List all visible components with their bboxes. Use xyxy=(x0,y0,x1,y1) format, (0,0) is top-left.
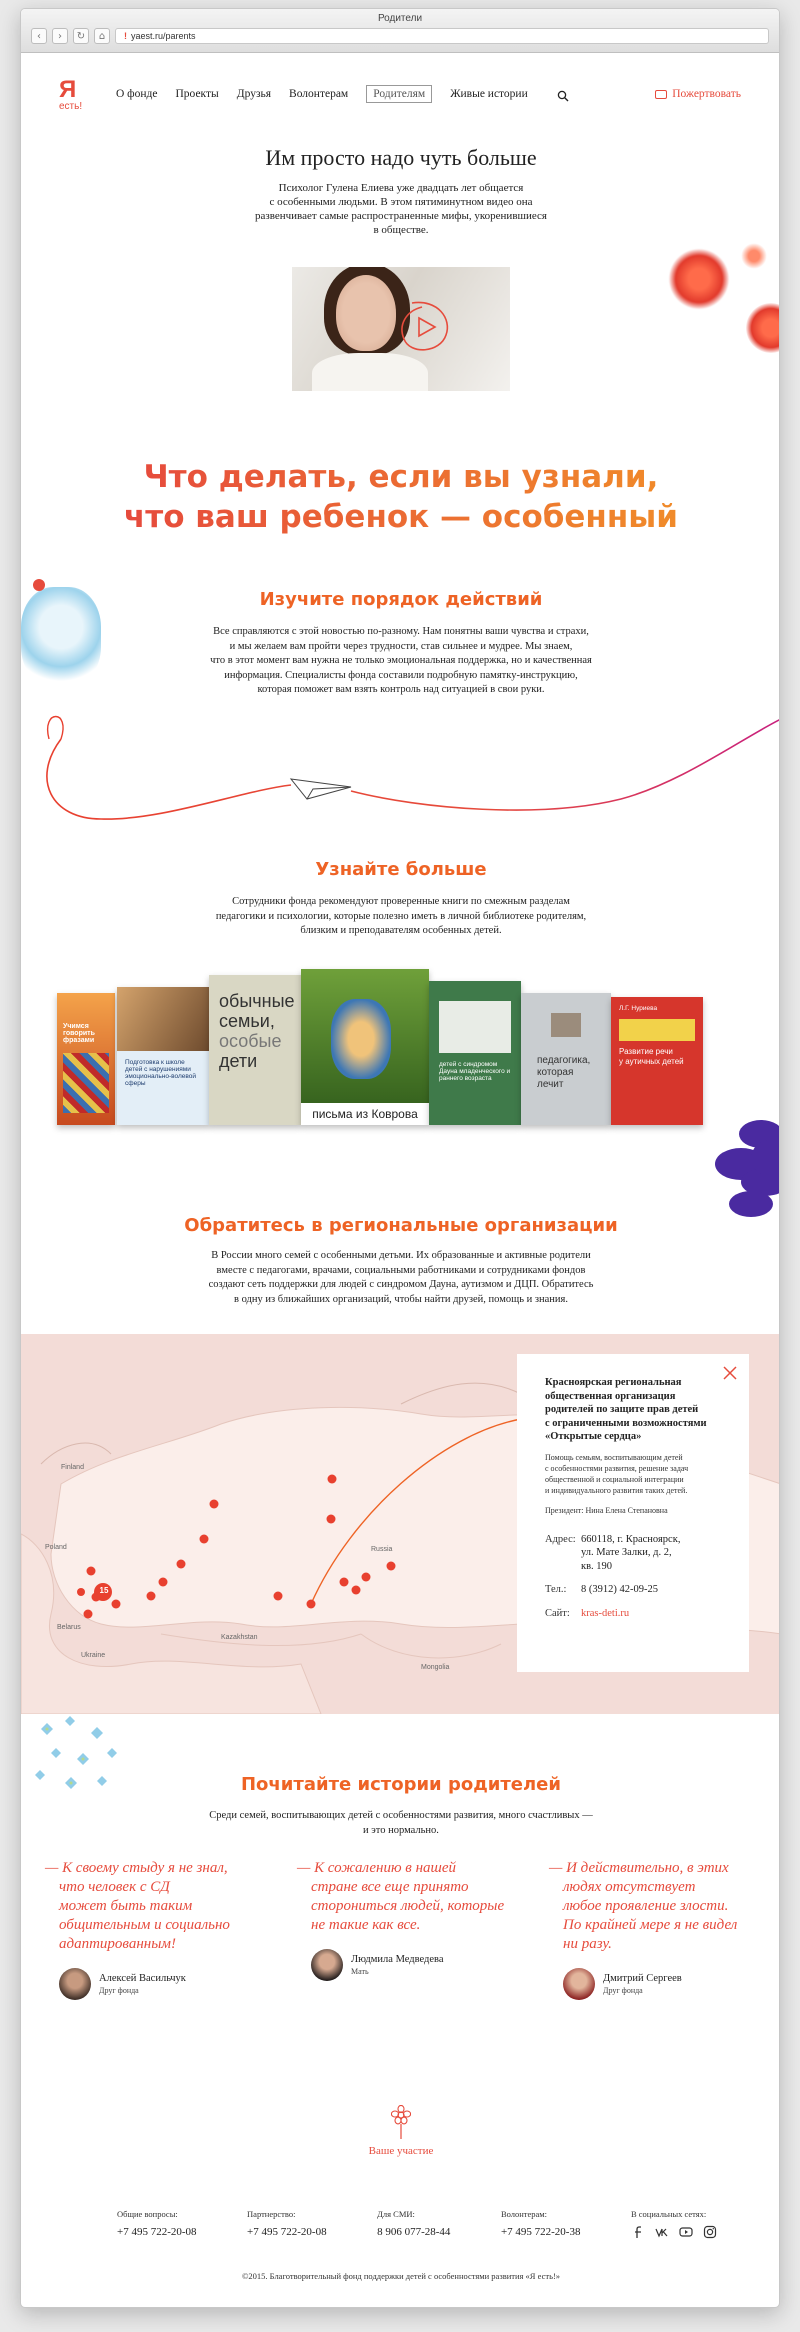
story-quote-line: ни разу. xyxy=(563,1936,612,1952)
logo-letter: Я xyxy=(59,76,77,103)
social-links xyxy=(631,2225,717,2239)
map-marker xyxy=(387,1562,396,1571)
steps-text-line: и мы желаем вам пройти через трудности, став сильнее и мудрее. Мы знаем, xyxy=(229,640,573,652)
decor-flower-red xyxy=(746,303,780,353)
book-cover[interactable] xyxy=(611,997,703,1125)
story-author-info xyxy=(351,1954,444,1976)
story-quote xyxy=(549,1859,757,1954)
book-cover[interactable] xyxy=(57,993,115,1125)
site-secure-icon: ! xyxy=(124,31,127,41)
book-title-line: особые xyxy=(219,1031,282,1051)
orgs-text-line: вместе с педагогами, врачами, социальными работниками и сотрудниками фондов xyxy=(216,1264,586,1276)
copyright: ©2015. Благотворительный фонд поддержки детей с особенностями развития «Я есть!» xyxy=(241,2271,561,2281)
paper-plane-icon xyxy=(291,779,351,799)
map-marker xyxy=(307,1600,316,1609)
intro-text-line: Психолог Гулена Елиева уже двадцать лет общается xyxy=(278,182,524,194)
browser-nav xyxy=(31,28,110,44)
story-quote-line: — К своему стыду я не знал, xyxy=(45,1860,228,1876)
story-quote-line: общительным и социально xyxy=(59,1917,230,1933)
map-marker xyxy=(340,1578,349,1587)
book-title-line: лечит xyxy=(537,1079,564,1090)
back-button[interactable]: ‹ xyxy=(31,28,47,44)
org-phone-label: Тел.: xyxy=(545,1584,567,1595)
story-quote-line: — И действительно, в этих xyxy=(549,1860,729,1876)
story-quote xyxy=(297,1859,505,1935)
menu-item-about[interactable]: О фонде xyxy=(116,88,158,100)
org-site-label: Сайт: xyxy=(545,1607,570,1619)
org-site-row xyxy=(545,1607,735,1621)
main-title xyxy=(21,457,780,537)
org-address-line: 660118, г. Красноярск, xyxy=(581,1533,681,1545)
book-title xyxy=(219,991,299,1071)
book-title: детей с синдромом Дауна младенческого и раннего возраста xyxy=(439,1061,511,1082)
book-photo xyxy=(117,987,209,1051)
story-author-name: Людмила Медведева xyxy=(351,1954,444,1965)
map-marker xyxy=(362,1573,371,1582)
org-description xyxy=(545,1452,735,1496)
video-person-face xyxy=(336,275,396,351)
map-marker xyxy=(210,1500,219,1509)
footer-social-label: В социальных сетях: xyxy=(630,2209,707,2219)
org-phone: 8 (3912) 42-09-25 xyxy=(581,1584,658,1595)
story-card[interactable] xyxy=(549,1859,757,2000)
map-marker xyxy=(147,1592,156,1601)
steps-text xyxy=(171,625,631,698)
org-address-line: кв. 190 xyxy=(581,1560,613,1572)
menu-item-projects[interactable]: Проекты xyxy=(175,88,219,100)
footer-contact-general xyxy=(117,2209,197,2239)
book-illustration xyxy=(619,1019,695,1041)
book-title-line: которая xyxy=(537,1067,574,1078)
play-icon[interactable] xyxy=(392,295,456,359)
book-cover[interactable] xyxy=(429,981,521,1125)
intro-text-line: в обществе. xyxy=(373,224,429,236)
learn-text-line: Сотрудники фонда рекомендуют проверенные книги по смежным разделам xyxy=(232,896,570,907)
footer-contact-label: Волонтерам: xyxy=(500,2209,548,2219)
story-quote-line: не такие как все. xyxy=(311,1917,421,1933)
site-header xyxy=(21,53,780,139)
organization-info-card xyxy=(517,1354,749,1672)
book-cover[interactable] xyxy=(301,969,429,1125)
orgs-title: Обратитесь в региональные организации xyxy=(184,1215,618,1236)
stories-list xyxy=(45,1859,757,2000)
story-card[interactable] xyxy=(45,1859,253,2000)
story-author-info xyxy=(603,1973,682,1995)
story-quote-line: стране все еще принято xyxy=(311,1879,469,1895)
book-title-line: дети xyxy=(219,1051,258,1071)
stories-subtitle xyxy=(171,1809,631,1838)
footer-contact-phone[interactable]: +7 495 722-20-38 xyxy=(500,2226,581,2238)
story-quote-line: что человек с СД xyxy=(59,1879,170,1895)
map-marker xyxy=(352,1586,361,1595)
stories-subtitle-line: Среди семей, воспитывающих детей с особенностями развития, много счастливых — xyxy=(209,1810,593,1821)
orgs-text xyxy=(151,1249,651,1307)
learn-text-line: педагогики и психологии, которые полезно иметь в личной библиотеке родителям, xyxy=(215,910,587,922)
address-bar-text: yaest.ru/parents xyxy=(131,31,196,41)
story-quote xyxy=(45,1859,253,1954)
intro-text xyxy=(201,181,601,237)
org-site-link[interactable]: kras-deti.ru xyxy=(581,1607,630,1619)
main-title-line: Что делать, если вы узнали, xyxy=(143,459,659,495)
book-title: Учимся говорить фразами xyxy=(63,1023,95,1044)
org-description-line: Помощь семьям, воспитывающим детей xyxy=(545,1452,683,1462)
intro-video[interactable] xyxy=(292,267,510,391)
org-address xyxy=(581,1533,680,1574)
org-phone-row xyxy=(545,1583,735,1597)
window-title: Родители xyxy=(377,13,423,24)
map-marker xyxy=(328,1475,337,1484)
facebook-icon[interactable] xyxy=(631,2225,645,2239)
footer-contact-label: Общие вопросы: xyxy=(117,2209,178,2219)
learn-title: Узнайте больше xyxy=(315,859,487,880)
intro-text-line: развенчивает самые распространенные мифы, укоренившиеся xyxy=(255,210,547,222)
menu-item-friends[interactable]: Друзья xyxy=(236,88,272,100)
book-photo xyxy=(439,1001,511,1053)
paper-plane-path-decor xyxy=(21,699,780,839)
main-title-line: что ваш ребенок — особенный xyxy=(123,499,679,535)
book-cover[interactable] xyxy=(117,987,209,1125)
story-quote-line: адаптированным! xyxy=(59,1936,176,1952)
vk-icon[interactable] xyxy=(655,2225,669,2239)
instagram-icon[interactable] xyxy=(703,2225,717,2239)
book-title-line: обычные xyxy=(219,991,295,1011)
footer-social xyxy=(631,2209,717,2239)
steps-text-line: которая поможет вам взять контроль над ситуацией в свои руки. xyxy=(257,684,545,695)
footer-contact-partners xyxy=(247,2209,327,2239)
book-title-line: у аутичных детей xyxy=(619,1057,684,1066)
book-title-line: Развитие речи xyxy=(619,1047,673,1056)
book-cover[interactable] xyxy=(521,993,611,1125)
story-author-name: Дмитрий Сергеев xyxy=(603,1973,682,1984)
story-quote-line: По крайней мере я не видел xyxy=(563,1917,738,1933)
story-card[interactable] xyxy=(297,1859,505,2000)
story-quote-line: может быть таким xyxy=(59,1898,193,1914)
home-button[interactable]: ⌂ xyxy=(94,28,110,44)
book-title xyxy=(537,1055,607,1091)
book-photo xyxy=(551,1013,581,1037)
search-icon[interactable] xyxy=(557,90,569,102)
org-name xyxy=(545,1376,735,1444)
footer-contact-label: Для СМИ: xyxy=(377,2209,415,2219)
org-president: Президент: Нина Елена Степановна xyxy=(545,1505,668,1515)
book-title: Подготовка к школе детей с нарушениями эмоционально-волевой сферы xyxy=(125,1059,197,1087)
org-description-line: и индивидуального развития таких детей. xyxy=(545,1485,688,1495)
org-description-line: с особенностями развития, решение задач xyxy=(545,1463,689,1473)
map-label: Ukraine xyxy=(81,1652,106,1659)
org-name-line: с ограниченными возможностями xyxy=(545,1417,707,1429)
story-author xyxy=(549,1968,757,2000)
avatar xyxy=(59,1968,91,2000)
learn-text xyxy=(171,895,631,939)
intro-text-line: с особенными людьми. В этом пятиминутном видео она xyxy=(269,196,533,208)
book-title-line: семьи, xyxy=(219,1011,275,1031)
org-description-line: общественной и социальной интеграции xyxy=(545,1474,684,1484)
footer-contact-phone[interactable]: +7 495 722-20-08 xyxy=(247,2226,327,2238)
map-marker xyxy=(274,1592,283,1601)
youtube-icon[interactable] xyxy=(679,2225,693,2239)
menu-item-stories[interactable]: Живые истории xyxy=(450,88,528,100)
story-quote-line: людях отсутствует xyxy=(563,1879,696,1895)
map-label: Kazakhstan xyxy=(221,1634,258,1641)
org-name-line: «Открытые сердца» xyxy=(545,1431,642,1442)
story-author-info xyxy=(99,1973,186,1995)
flower-icon[interactable] xyxy=(391,2105,411,2139)
reload-button[interactable]: ↻ xyxy=(73,28,89,44)
menu-item-volunteers[interactable]: Волонтерам xyxy=(289,88,349,100)
map-label: Belarus xyxy=(57,1624,81,1631)
book-title-line: педагогика, xyxy=(537,1055,591,1066)
book-title xyxy=(619,1047,697,1067)
intro-title: Им просто надо чуть больше xyxy=(265,145,537,170)
forward-button[interactable]: › xyxy=(52,28,68,44)
story-quote-line: — К сожалению в нашей xyxy=(297,1860,456,1876)
footer-contact-phone[interactable]: 8 906 077-28-44 xyxy=(377,2226,451,2238)
map-label: Finland xyxy=(61,1464,84,1471)
donate-label: Пожертвовать xyxy=(672,88,741,100)
story-author-role: Друг фонда xyxy=(99,1986,139,1995)
story-author-role: Друг фонда xyxy=(603,1986,643,1995)
learn-text-line: близким и преподавателям особенных детей. xyxy=(300,925,502,936)
map-marker xyxy=(200,1535,209,1544)
footer-contacts xyxy=(117,2209,717,2239)
book-photo xyxy=(331,999,391,1079)
map-marker xyxy=(177,1560,186,1569)
map-marker xyxy=(87,1567,96,1576)
close-icon[interactable] xyxy=(723,1366,737,1380)
org-address-row xyxy=(545,1533,735,1574)
map-marker xyxy=(327,1515,336,1524)
card-icon xyxy=(655,90,667,99)
map-label: Russia xyxy=(371,1546,393,1553)
story-quote-line: сторониться людей, которые xyxy=(311,1898,505,1914)
story-author-name: Алексей Васильчук xyxy=(99,1973,186,1984)
org-name-line: Красноярская региональная xyxy=(545,1377,682,1388)
story-author xyxy=(45,1968,253,2000)
story-author xyxy=(297,1949,505,1981)
map-marker xyxy=(77,1588,85,1596)
main-menu xyxy=(116,88,528,103)
site-logo[interactable] xyxy=(59,76,93,117)
org-name-line: общественная организация xyxy=(545,1390,676,1402)
map-label: Poland xyxy=(45,1544,67,1551)
orgs-text-line: В России много семей с особенными детьми. Их образованные и активные родители xyxy=(211,1250,591,1261)
footer-contact-volunteers xyxy=(501,2209,581,2239)
address-bar[interactable] xyxy=(115,28,769,44)
org-address-line: ул. Мате Залки, д. 2, xyxy=(581,1547,672,1558)
map-marker xyxy=(159,1578,168,1587)
orgs-text-line: в одну из ближайших организаций, чтобы найти друзей, помощь и знания. xyxy=(234,1293,568,1305)
stories-title: Почитайте истории родителей xyxy=(240,1774,561,1795)
map-marker xyxy=(84,1610,93,1619)
book-carousel xyxy=(57,975,747,1125)
participate-link[interactable]: Ваше участие xyxy=(368,2145,434,2157)
stories-subtitle-line: и это нормально. xyxy=(363,1824,439,1836)
book-cover[interactable] xyxy=(209,975,301,1125)
steps-title: Изучите порядок действий xyxy=(259,589,543,610)
org-name-line: родителей по защите прав детей xyxy=(545,1404,699,1415)
donate-button[interactable] xyxy=(655,88,741,100)
book-illustration xyxy=(63,1053,109,1113)
footer-contact-press xyxy=(377,2209,450,2239)
map-marker xyxy=(112,1600,121,1609)
avatar xyxy=(563,1968,595,2000)
footer-contact-label: Партнерство: xyxy=(247,2209,296,2219)
steps-text-line: что в этот момент вам нужна не только эмоциональная поддержка, но и качественная xyxy=(210,655,592,666)
footer-contact-phone[interactable]: +7 495 722-20-08 xyxy=(117,2226,197,2238)
story-author-role: Мать xyxy=(351,1967,369,1976)
story-quote-line: любое проявление злости. xyxy=(563,1898,729,1914)
org-address-label: Адрес: xyxy=(545,1533,576,1545)
steps-text-line: Все справляются с этой новостью по-разному. Нам понятны ваши чувства и страхи, xyxy=(213,626,589,637)
book-author: Л.Г. Нуриева xyxy=(619,1005,658,1012)
decor-flower-red xyxy=(741,243,767,269)
map-label: Mongolia xyxy=(421,1664,450,1671)
map-cluster-count[interactable]: 15 xyxy=(99,1586,109,1595)
browser-window xyxy=(20,8,780,2308)
browser-chrome xyxy=(21,9,779,53)
logo-word: есть! xyxy=(59,101,83,112)
menu-item-parents[interactable]: Родителям xyxy=(366,85,432,103)
steps-text-line: информация. Специалисты фонда составили подробную памятку-инструкцию, xyxy=(224,669,578,681)
orgs-text-line: создают сеть поддержки для людей с синдромом Дауна, аутизмом и ДЦП. Обратитесь xyxy=(208,1279,594,1290)
avatar xyxy=(311,1949,343,1981)
book-title: письма из Коврова xyxy=(301,1103,429,1125)
decor-flower-red xyxy=(669,249,729,309)
